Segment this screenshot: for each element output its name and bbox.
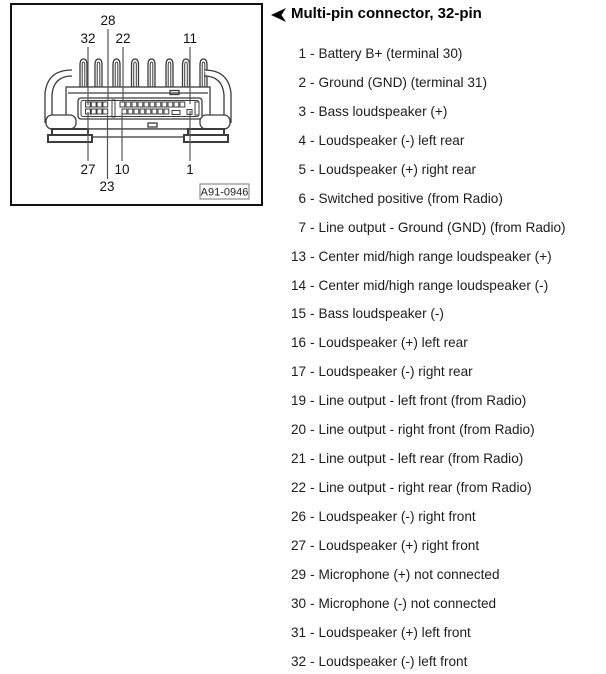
pin-separator: - (310, 595, 315, 611)
pin-number: 22 (291, 480, 307, 496)
pin-description: Switched positive (from Radio) (318, 190, 503, 206)
pin-number: 31 (291, 624, 307, 640)
pin-description: Bass loudspeaker (+) (318, 103, 448, 119)
pin-number: 2 (298, 74, 306, 90)
pin-number: 29 (291, 566, 307, 582)
pin-list-item (291, 220, 603, 249)
pin-number: 14 (291, 277, 307, 293)
pin-separator: - (310, 509, 315, 524)
pin-list-item (291, 306, 603, 335)
pin-separator: - (310, 335, 315, 351)
pin-list-item (291, 538, 603, 567)
pin-list-item (291, 451, 603, 480)
pin-description: Microphone (+) not connected (318, 566, 500, 582)
pin-separator: - (310, 393, 315, 409)
pin-separator: - (310, 132, 315, 148)
pin-list (291, 46, 603, 674)
pin-callout-28: 28 (100, 13, 116, 28)
pin-list-item (291, 46, 603, 75)
pin-description: Center mid/high range loudspeaker (+) (318, 248, 552, 264)
pin-list-item (291, 133, 603, 162)
pin-separator: - (310, 364, 315, 380)
pin-number: 4 (298, 132, 306, 148)
pin-number: 21 (291, 451, 307, 467)
pin-callout-10: 10 (114, 162, 130, 177)
pin-description: Loudspeaker (+) right rear (318, 161, 477, 177)
pin-callout-22: 22 (115, 31, 131, 46)
pin-separator: - (310, 480, 315, 496)
pin-description: Line output - Ground (GND) (from Radio) (318, 219, 566, 235)
pin-list-item (291, 567, 603, 596)
section-title: Multi-pin connector, 32-pin (291, 5, 482, 22)
pin-description: Microphone (-) not connected (318, 595, 497, 611)
pin-number: 16 (291, 335, 307, 351)
pin-description: Loudspeaker (+) left front (318, 624, 471, 640)
pin-description: Battery B+ (terminal 30) (318, 46, 463, 61)
pin-description: Loudspeaker (-) left front (318, 653, 468, 669)
blade-pins (80, 59, 207, 89)
pin-list-item (291, 191, 603, 220)
pin-list-item (291, 422, 603, 451)
pin-number: 19 (291, 393, 307, 409)
pin-list-item (291, 249, 603, 278)
pin-description: Loudspeaker (+) right front (318, 537, 480, 553)
pin-description: Line output - right front (from Radio) (318, 422, 535, 438)
pin-list-item (291, 393, 603, 422)
pin-number: 27 (291, 537, 307, 553)
pin-description: Center mid/high range loudspeaker (-) (318, 277, 549, 293)
pin-description: Line output - right rear (from Radio) (318, 480, 532, 496)
pin-list-item (291, 104, 603, 133)
pin-separator: - (310, 161, 315, 177)
pin-number: 3 (298, 103, 306, 119)
pin-list-item (291, 596, 603, 625)
pin-description: Bass loudspeaker (-) (318, 306, 444, 322)
pin-separator: - (310, 422, 315, 438)
pin-separator: - (310, 653, 315, 669)
pin-list-item (291, 278, 603, 307)
pin-description: Line output - left rear (from Radio) (318, 451, 524, 467)
pin-number: 20 (291, 422, 307, 438)
pin-separator: - (310, 537, 315, 553)
pin-separator: - (310, 306, 315, 322)
pin-list-item (291, 480, 603, 509)
pin-list-item (291, 335, 603, 364)
figure-ref-box (200, 184, 249, 199)
pin-number: 26 (291, 509, 307, 524)
figure-ref-label: A91-0946 (200, 186, 249, 199)
pin-number: 7 (298, 219, 306, 235)
pin-list-item (291, 625, 603, 654)
pin-description: Loudspeaker (-) right rear (318, 364, 473, 380)
pin-callout-27: 27 (80, 162, 96, 177)
pin-number: 32 (291, 653, 307, 669)
pin-separator: - (310, 190, 315, 206)
pin-list-item (291, 75, 603, 104)
pin-separator: - (310, 624, 315, 640)
pin-description: Ground (GND) (terminal 31) (318, 74, 487, 90)
pin-separator: - (310, 248, 315, 264)
pin-number: 13 (291, 248, 307, 264)
pin-number: 5 (298, 161, 306, 177)
pin-description: Loudspeaker (+) left rear (318, 335, 468, 351)
connector-socket (78, 98, 202, 119)
pin-separator: - (310, 277, 315, 293)
pin-separator: - (310, 219, 315, 235)
pin-description: Loudspeaker (-) left rear (318, 132, 465, 148)
pin-number: 17 (291, 364, 307, 380)
pin-separator: - (310, 74, 315, 90)
pin-description: Line output - left front (from Radio) (318, 393, 527, 409)
pin-list-item (291, 509, 603, 538)
pin-separator: - (310, 103, 315, 119)
connector-figure (10, 3, 263, 206)
pin-list-item (291, 162, 603, 191)
pin-callout-11: 11 (182, 31, 198, 46)
pin-callout-23: 23 (99, 179, 115, 194)
pin-callout-1: 1 (186, 162, 194, 177)
pin-number: 1 (298, 46, 306, 61)
pin-number: 15 (291, 306, 307, 322)
pin-separator: - (310, 46, 315, 61)
connector-drawing (12, 5, 261, 204)
pin-callout-32: 32 (80, 31, 96, 46)
pin-description: Loudspeaker (-) right front (318, 509, 476, 524)
pin-separator: - (310, 451, 315, 467)
pin-number: 30 (291, 595, 307, 611)
left-arrow-icon (271, 8, 286, 22)
pin-list-item (291, 654, 603, 674)
pin-separator: - (310, 566, 315, 582)
pin-number: 6 (298, 190, 306, 206)
pin-list-item (291, 364, 603, 393)
